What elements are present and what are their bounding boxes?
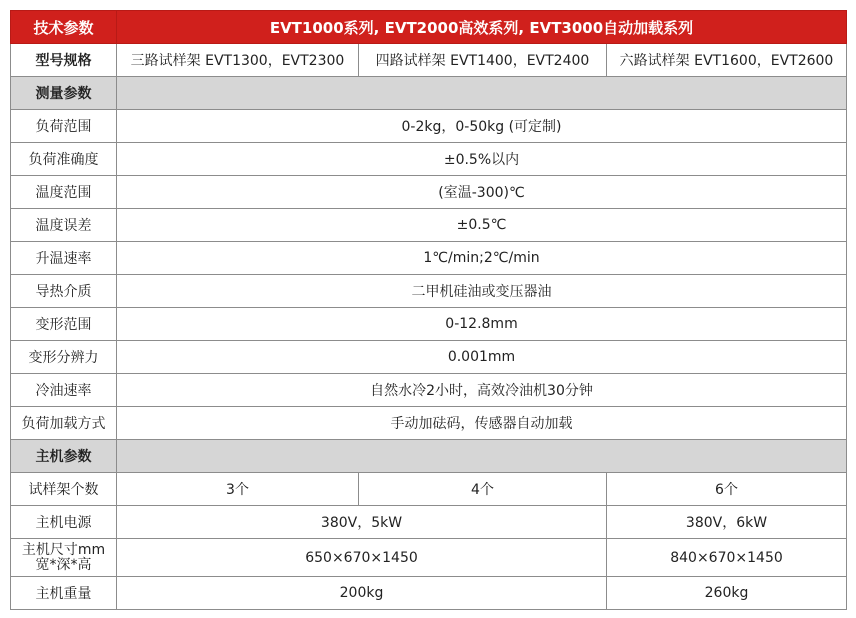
size-row — [11, 539, 847, 577]
table-row — [11, 275, 847, 308]
size-col-3: 840×670×1450 — [607, 539, 847, 577]
row-label: 负荷范围 — [11, 110, 117, 143]
row-label: 导热介质 — [11, 275, 117, 308]
table-row — [11, 242, 847, 275]
row-value: ±0.5℃ — [117, 209, 847, 242]
row-value: 自然水冷2小时，高效冷油机30分钟 — [117, 374, 847, 407]
table-row — [11, 143, 847, 176]
row-value: 1℃/min;2℃/min — [117, 242, 847, 275]
table-row — [11, 176, 847, 209]
size-col-12: 650×670×1450 — [117, 539, 607, 577]
rack-count-row — [11, 473, 847, 506]
row-label: 冷油速率 — [11, 374, 117, 407]
size-label-line-1: 主机尺寸mm — [21, 541, 106, 558]
row-value: (室温-300)℃ — [117, 176, 847, 209]
rack-count-label: 试样架个数 — [11, 473, 117, 506]
model-row — [11, 44, 847, 77]
section-fill-measure — [117, 77, 847, 110]
row-value: 二甲机硅油或变压器油 — [117, 275, 847, 308]
table-row — [11, 407, 847, 440]
row-label: 变形分辨力 — [11, 341, 117, 374]
spec-table-container — [10, 10, 846, 610]
spec-table — [10, 10, 847, 610]
power-row — [11, 506, 847, 539]
weight-label: 主机重量 — [11, 577, 117, 610]
header-row — [11, 11, 847, 44]
section-fill-main — [117, 440, 847, 473]
weight-col-3: 260kg — [607, 577, 847, 610]
row-label: 负荷准确度 — [11, 143, 117, 176]
power-label: 主机电源 — [11, 506, 117, 539]
row-value: 0-2kg，0-50kg (可定制) — [117, 110, 847, 143]
table-row — [11, 308, 847, 341]
rack-count-col-1: 3个 — [117, 473, 359, 506]
table-row — [11, 374, 847, 407]
model-col-2: 四路试样架 EVT1400，EVT2400 — [359, 44, 607, 77]
section-label-main: 主机参数 — [11, 440, 117, 473]
model-col-1: 三路试样架 EVT1300，EVT2300 — [117, 44, 359, 77]
rack-count-col-2: 4个 — [359, 473, 607, 506]
section-row-main — [11, 440, 847, 473]
weight-row — [11, 577, 847, 610]
row-value: 0.001mm — [117, 341, 847, 374]
model-col-3: 六路试样架 EVT1600，EVT2600 — [607, 44, 847, 77]
section-label-measure: 测量参数 — [11, 77, 117, 110]
power-col-12: 380V，5kW — [117, 506, 607, 539]
table-row — [11, 209, 847, 242]
power-col-3: 380V，6kW — [607, 506, 847, 539]
row-value: 手动加砝码，传感器自动加载 — [117, 407, 847, 440]
header-label: 技术参数 — [11, 11, 117, 44]
row-label: 温度误差 — [11, 209, 117, 242]
row-label: 负荷加载方式 — [11, 407, 117, 440]
size-label — [11, 539, 117, 577]
weight-col-12: 200kg — [117, 577, 607, 610]
row-label: 变形范围 — [11, 308, 117, 341]
row-label: 升温速率 — [11, 242, 117, 275]
size-label-line-2: 宽*深*高 — [35, 556, 92, 573]
row-value: ±0.5%以内 — [117, 143, 847, 176]
rack-count-col-3: 6个 — [607, 473, 847, 506]
row-value: 0-12.8mm — [117, 308, 847, 341]
model-label: 型号规格 — [11, 44, 117, 77]
table-row — [11, 341, 847, 374]
table-row — [11, 110, 847, 143]
header-title: EVT1000系列, EVT2000高效系列, EVT3000自动加载系列 — [117, 11, 847, 44]
row-label: 温度范围 — [11, 176, 117, 209]
section-row-measure — [11, 77, 847, 110]
